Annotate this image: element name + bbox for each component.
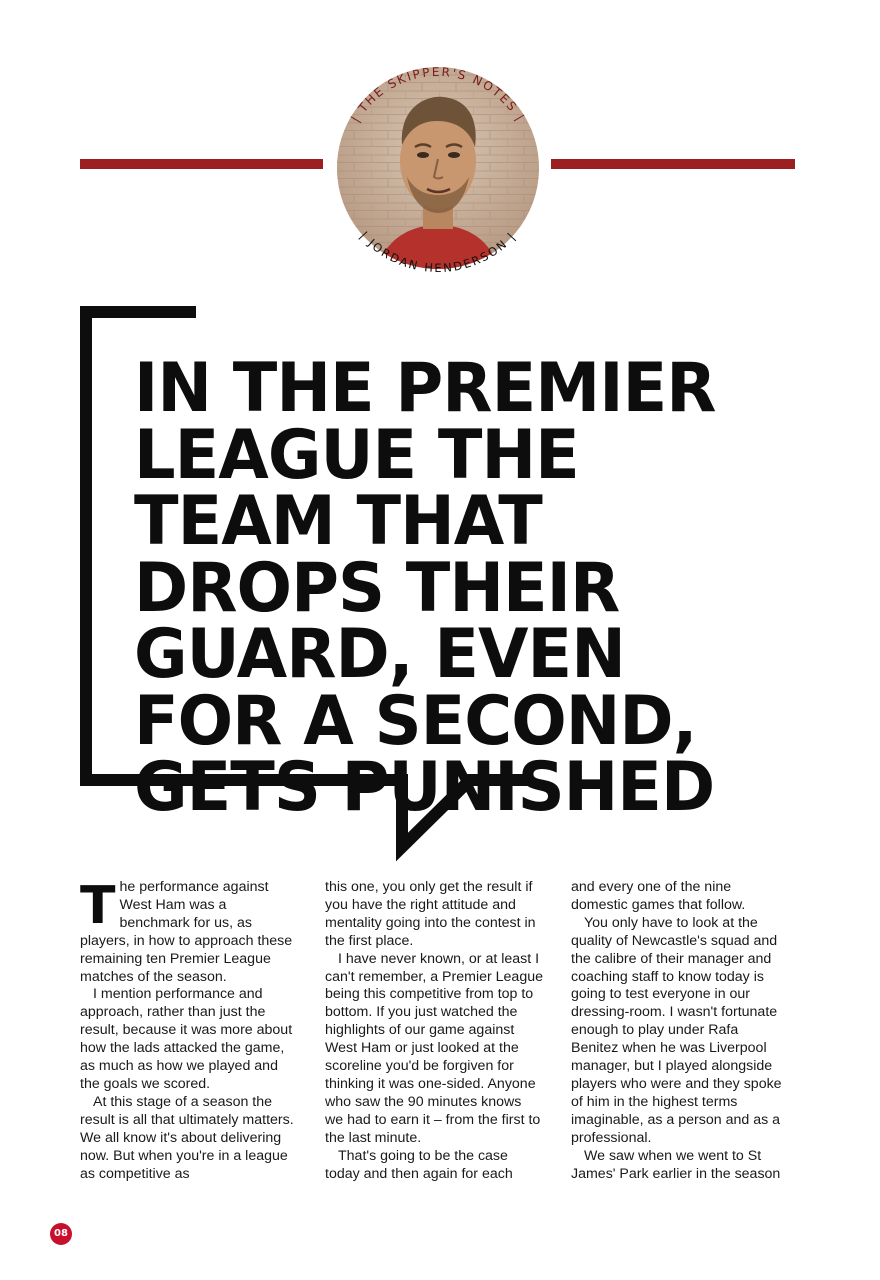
paragraph: At this stage of a season the result is all that ultimately matters. We all know it's about delivering now. But when you're in a league as competitive as <box>80 1093 294 1182</box>
paragraph: That's going to be the case today and then again for each <box>325 1147 513 1182</box>
paragraph: and every one of the nine domestic games that follow. <box>571 879 746 913</box>
paragraph: We saw when we went to St James' Park earlier in the season <box>571 1147 781 1182</box>
paragraph: You only have to look at the quality of Newcastle's squad and the calibre of their manager and coaching staff to know today is going to test everyone in our dressing-room. I wasn't fortunate enough to play under Rafa Benitez when he was Liverpool manager, but I played alongside players who were and they spoke of him in the highest terms imaginable, as a person and as a professional. <box>571 914 782 1146</box>
paragraph: this one, you only get the result if you have the right attitude and mentality going into the contest in the first place. <box>325 879 536 949</box>
page-number: 08 <box>50 1223 72 1245</box>
paragraph: I have never known, or at least I can't remember, a Premier League being this competitive from top to bottom. If you just watched the highlights of our game against West Ham or just looked at the scoreline you'd be forgiven for thinking it was one-sided. Anyone who saw the 90 minutes knows we had to earn it – from the first to the last minute. <box>325 950 543 1146</box>
drop-cap: T <box>80 876 116 936</box>
headline-quote: IN THE PREMIER LEAGUE THE TEAM THAT DROPS THEIR GUARD, EVEN FOR A SECOND, GETS PUNISHED <box>134 349 716 827</box>
column-1 <box>80 876 298 1183</box>
paragraph: The performance against West Ham was a benchmark for us, as players, in how to approach these remaining ten Premier League matches of the season. <box>80 876 293 985</box>
paragraph: I mention performance and approach, rather than just the result, because it was more about how the lads attacked the game, as much as how we played and the goals we scored. <box>80 986 293 1092</box>
header-rule-left <box>80 159 323 169</box>
author-label: | JORDAN HENDERSON | <box>357 228 519 276</box>
section-label: | THE SKIPPER'S NOTES | <box>348 64 528 125</box>
header-rule-right <box>551 159 795 169</box>
column-3 <box>571 879 789 1183</box>
column-2 <box>325 879 543 1183</box>
section-badge <box>322 34 554 284</box>
